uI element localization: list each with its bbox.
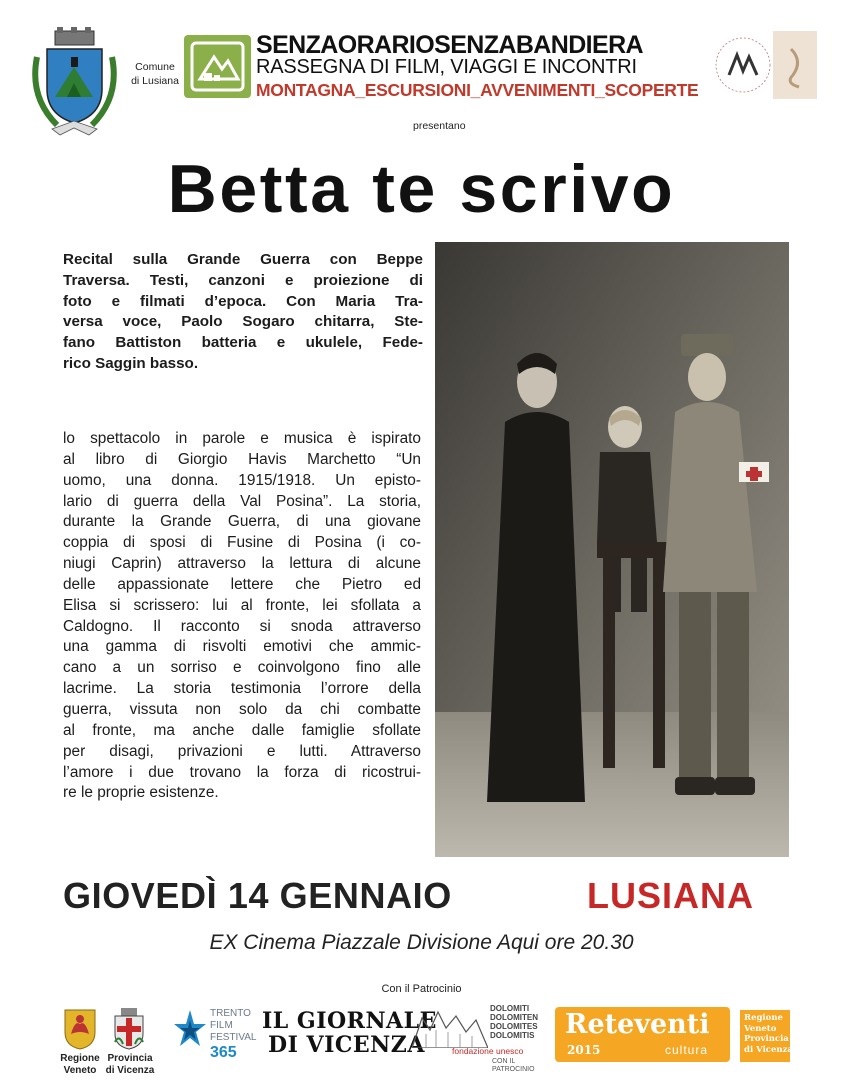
- story-line: coppia di sposi di Fusine di Posina (i co-: [63, 534, 421, 552]
- rvp-line: Veneto: [744, 1023, 777, 1034]
- intro-line: fano Battiston batteria e ukulele, Fede-: [63, 334, 423, 352]
- con-il-text: CON IL: [492, 1058, 516, 1065]
- story-paragraph: [63, 429, 421, 804]
- story-line: una gamma di risvolti emotivi che ammic-: [63, 638, 421, 656]
- provincia-line-1: Provincia: [107, 1053, 153, 1064]
- provincia-vicenza-label: [101, 1053, 159, 1077]
- regione-provincia-badge: [740, 1010, 793, 1062]
- patrocinio-small-text: PATROCINIO: [492, 1066, 535, 1073]
- story-line: delle appassionate lettere che Pietro ed: [63, 575, 421, 593]
- regione-line-1: Regione: [60, 1053, 100, 1064]
- festival-themes: MONTAGNA_ESCURSIONI_AVVENIMENTI_SCOPERTE: [256, 80, 699, 100]
- story-line: cano a un sorriso e coinvolgono fino alle: [63, 659, 421, 677]
- dolomiti-line: DOLOMITI: [490, 1004, 530, 1013]
- story-line: per disagi, privazioni e lutti. Attraverso: [63, 742, 421, 760]
- regione-line-2: Veneto: [63, 1065, 97, 1076]
- trento-line-3: FESTIVAL: [210, 1032, 257, 1043]
- dolomiti-line: DOLOMITES: [490, 1022, 538, 1031]
- story-line: lacrime. La storia testimonia l’orrore della: [63, 680, 421, 698]
- story-line: lario di guerra della Val Posina”. La storia,: [63, 492, 421, 510]
- historical-family-photo: [435, 242, 789, 857]
- story-line: al fronte, ma anche dalle famiglie sfollate: [63, 721, 421, 739]
- con-il-patrocinio-small: [492, 1058, 552, 1074]
- giornale-line-1: IL GIORNALE: [262, 1008, 437, 1034]
- story-line: Elisa si scrissero: lui al fronte, lei sfollata a: [63, 596, 421, 614]
- intro-line: Traversa. Testi, canzoni e proiezione di: [63, 271, 423, 289]
- reteventi-text: Reteventi: [565, 1009, 710, 1040]
- story-line: uomo, una donna. 1915/1918. Un episto-: [63, 471, 421, 489]
- comune-line-2: di Lusiana: [131, 75, 179, 87]
- rvp-line: di Vicenza: [744, 1044, 793, 1055]
- dolomiti-line: DOLOMITIS: [490, 1031, 535, 1040]
- giornale-di-vicenza-logo: [262, 1008, 437, 1058]
- provincia-line-2: di Vicenza: [105, 1065, 155, 1076]
- intro-paragraph: [63, 250, 423, 375]
- dolomiti-label: [490, 1004, 550, 1040]
- intro-line: Recital sulla Grande Guerra con Beppe: [63, 251, 423, 268]
- story-line: lo spettacolo in parole e musica è ispirato: [63, 430, 421, 447]
- regione-veneto-label: [52, 1053, 108, 1077]
- rvp-line: Provincia: [744, 1034, 789, 1044]
- story-line: durante la Grande Guerra, di una giovane: [63, 513, 421, 531]
- provincia-vicenza-emblem-icon: [113, 1008, 145, 1050]
- event-town: LUSIANA: [587, 875, 754, 916]
- dolomiti-mountains-icon: [412, 1008, 488, 1048]
- festival-subtitle: RASSEGNA DI FILM, VIAGGI E INCONTRI: [256, 56, 637, 78]
- reteventi-year: 2015: [567, 1043, 601, 1057]
- story-line: Caldogno. Il racconto si snoda attraverso: [63, 617, 421, 635]
- giornale-line-2: DI VICENZA: [268, 1032, 425, 1058]
- event-date: GIOVEDÌ 14 GENNAIO: [63, 875, 452, 916]
- fondazione-unesco-label: [452, 1046, 552, 1056]
- festival-title: SENZAORARIOSENZABANDIERA: [256, 31, 644, 59]
- trento-film-festival-label: [210, 1008, 260, 1062]
- intro-line: versa voce, Paolo Sogaro chitarra, Ste-: [63, 313, 423, 331]
- trento-line-4: 365: [210, 1044, 237, 1061]
- trento-film-festival-star-icon: [172, 1008, 208, 1048]
- story-line: guerra, vissuta non solo da chi combatte: [63, 700, 421, 718]
- reteventi-logo: [555, 1007, 730, 1062]
- fondazione-text: fondazione: [452, 1046, 494, 1056]
- dolomiti-line: DOLOMITEN: [490, 1013, 538, 1022]
- presentano-label: presentano: [413, 120, 466, 132]
- story-line: l’amore i due trovano la forza di ricostrui-: [63, 763, 421, 781]
- story-line: al libro di Giorgio Havis Marchetto “Un: [63, 450, 421, 468]
- lusiana-coat-of-arms: [27, 27, 122, 139]
- mountain-association-logo: [707, 31, 817, 99]
- intro-line: foto e filmati d’epoca. Con Maria Tra-: [63, 292, 423, 310]
- trento-line-1: TRENTO: [210, 1008, 251, 1019]
- comune-label: [126, 60, 184, 88]
- reteventi-cultura: cultura: [665, 1043, 709, 1057]
- rvp-line: Regione: [744, 1013, 783, 1023]
- festival-logo: [184, 35, 251, 98]
- trento-line-2: FILM: [210, 1020, 233, 1031]
- intro-line: rico Saggin basso.: [63, 354, 199, 372]
- regione-veneto-emblem-icon: [63, 1008, 97, 1050]
- story-line: niugi Caprin) attraverso la lettura di alcune: [63, 555, 421, 573]
- comune-line-1: Comune: [135, 61, 175, 73]
- event-venue: EX Cinema Piazzale Divisione Aqui ore 20.30: [209, 931, 634, 954]
- unesco-text: unesco: [495, 1046, 524, 1056]
- event-title: Betta te scrivo: [167, 151, 676, 227]
- patronage-label: Con il Patrocinio: [381, 983, 462, 995]
- story-line: re le proprie esistenze.: [63, 784, 219, 802]
